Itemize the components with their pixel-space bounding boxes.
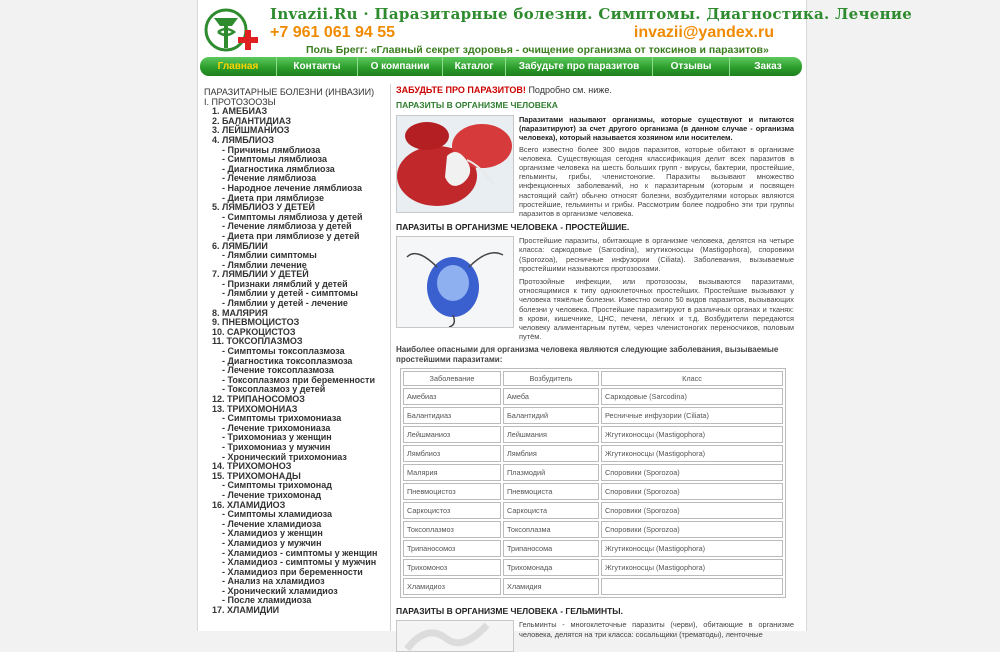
sidebar-item[interactable]: - Хламидиоз - симптомы у мужчин [222, 557, 377, 568]
protozoa-text-1: Простейшие паразиты, обитающие в организме человека, делятся на четыре класса: саркодовые (Sarcodina), жгутиконосцы (Mastigophora), споровики (Sporozoa), ресничные инфузории (Ciliata). Заболевания, вызываемые простейшими называются протозоозами. [519, 236, 794, 273]
header-slogan: Поль Брегг: «Главный секрет здоровья - очищение организма от токсинов и паразитов» [306, 44, 769, 56]
sidebar-item[interactable]: - Диета при лямблиозе у детей [222, 230, 360, 241]
table-cell: Саркоциста [503, 502, 599, 519]
sidebar-menu [204, 88, 384, 616]
table-row [403, 540, 783, 557]
sidebar-item[interactable]: - Трихомониаз у женщин [222, 432, 332, 443]
sidebar-item[interactable]: 16. ХЛАМИДИОЗ [212, 499, 286, 510]
table-cell: Малярия [403, 464, 501, 481]
sidebar-item[interactable]: - Лямблии лечение [222, 259, 307, 270]
table-row [403, 464, 783, 481]
table-cell: Трипаносома [503, 540, 599, 557]
table-cell: Споровики (Sporozoa) [601, 502, 783, 519]
sidebar-item[interactable]: 3. ЛЕЙШМАНИОЗ [212, 125, 290, 136]
table-cell: Споровики (Sporozoa) [601, 464, 783, 481]
sidebar-item[interactable]: 17. ХЛАМИДИИ [212, 605, 280, 616]
page-container [197, 0, 913, 639]
sidebar-item: ПАРАЗИТАРНЫЕ БОЛЕЗНИ (ИНВАЗИИ) [204, 87, 375, 97]
sidebar-item[interactable]: - Лямблии у детей - лечение [222, 298, 348, 309]
table-row [403, 559, 783, 576]
table-cell [601, 578, 783, 595]
table-cell: Лямблиоз [403, 445, 501, 462]
section-body-text: Всего известно более 300 видов паразитов, которые обитают в организме человека. Существующая сегодня классификация делит всех паразитов в организме человека на шесть больших групп - вирусы, бактерии, простейшие, гельминты, грибы, членистоногие. Паразиты вызывают множество инфекционных заболеваний, но к паразитарным (которым и посвящен настоящий сайт) обычно относят болезни, возбудителями которых являются простейшие, гельминты и грибы. Рассмотрим более подробно эти три группы паразитов в организме человека. [519, 144, 794, 219]
sidebar-item[interactable]: 8. МАЛЯРИЯ [212, 307, 268, 318]
section-protozoa [396, 236, 794, 341]
sidebar-item[interactable]: 6. ЛЯМБЛИИ [212, 240, 268, 251]
sidebar-item[interactable]: 2. БАЛАНТИДИАЗ [212, 115, 292, 126]
phone-number[interactable]: +7 961 061 94 55 [270, 24, 396, 41]
sidebar-item[interactable]: - Лямблии у детей - симптомы [222, 288, 358, 299]
table-cell: Амеба [503, 388, 599, 405]
sidebar-item: I. ПРОТОЗООЗЫ [204, 96, 276, 107]
column-divider [390, 84, 391, 631]
sidebar-item[interactable]: - Лечение лямблиоза у детей [222, 221, 352, 232]
table-cell: Хламидия [503, 578, 599, 595]
table-cell: Лейшмания [503, 426, 599, 443]
section-title-helminths: ПАРАЗИТЫ В ОРГАНИЗМЕ ЧЕЛОВЕКА - ГЕЛЬМИНТЫ. [396, 606, 623, 617]
table-cell: Хламидиоз [403, 578, 501, 595]
sidebar-item[interactable]: 15. ТРИХОМОНАДЫ [212, 470, 301, 481]
table-cell: Жгутиконосцы (Mastigophora) [601, 559, 783, 576]
sidebar-item[interactable]: 1. АМЕБИАЗ [212, 106, 268, 117]
table-cell: Токсоплазмоз [403, 521, 501, 538]
table-row [403, 483, 783, 500]
section-parasites [396, 115, 794, 218]
table-cell: Трипаносомоз [403, 540, 501, 557]
table-header: Заболевание [403, 371, 501, 386]
table-cell: Амебиаз [403, 388, 501, 405]
giardia-image [396, 236, 514, 328]
sidebar-item[interactable]: 14. ТРИХОМОНОЗ [212, 461, 292, 472]
nav-reviews[interactable]: Отзывы [653, 57, 730, 76]
table-cell: Пневмоцистоз [403, 483, 501, 500]
nav-forget-parasites[interactable]: Забудьте про паразитов [506, 57, 653, 76]
nav-contacts[interactable]: Контакты [277, 57, 358, 76]
top-note [396, 85, 794, 95]
email-link[interactable]: invazii@yandex.ru [633, 24, 774, 41]
sidebar-item[interactable]: - Хламидиоз у женщин [222, 528, 323, 539]
sidebar-item[interactable]: 13. ТРИХОМОНИАЗ [212, 403, 298, 414]
table-cell: Плазмодий [503, 464, 599, 481]
table-cell: Саркоцистоз [403, 502, 501, 519]
sidebar-item[interactable]: - Симптомы токсоплазмоза [222, 346, 345, 357]
section-helminths [396, 620, 794, 652]
site-brand-title: Invazii.Ru · Паразитарные болезни. Симптомы. Диагностика. Лечение [270, 5, 913, 23]
table-cell: Жгутиконосцы (Mastigophora) [601, 540, 783, 557]
sidebar-item[interactable]: 5. ЛЯМБЛИОЗ У ДЕТЕЙ [212, 202, 315, 213]
nav-home[interactable]: Главная [200, 57, 277, 76]
table-cell: Лямблия [503, 445, 599, 462]
nav-about[interactable]: О компании [358, 57, 443, 76]
sidebar-item[interactable]: 9. ПНЕВМОЦИСТОЗ [212, 317, 300, 328]
sidebar-item[interactable]: - Причины лямблиоза [222, 144, 321, 155]
nav-catalog[interactable]: Каталог [443, 57, 506, 76]
helminth-image [396, 620, 514, 652]
section-lead-text: Паразитами называют организмы, которые существуют и питаются (паразитируют) за счет другого организма (в данном случае - организма человека), который называется хозяином или носителем. [519, 115, 794, 143]
sidebar-item[interactable]: - Хламидиоз у мужчин [222, 537, 322, 548]
pharmacy-logo-icon [204, 6, 262, 54]
sidebar-item[interactable]: 12. ТРИПАНОСОМОЗ [212, 394, 305, 404]
sidebar-item[interactable]: - Токсоплазмоз у детей [222, 384, 326, 395]
sidebar-item[interactable]: - Лямблии симптомы [222, 250, 317, 261]
table-cell: Трихомоноз [403, 559, 501, 576]
sidebar-item[interactable]: - Симптомы трихомонад [222, 480, 332, 491]
sidebar-item[interactable]: - Хронический хламидиоз [222, 585, 338, 596]
table-header: Возбудитель [503, 371, 599, 386]
table-cell: Балантидиаз [403, 407, 501, 424]
sidebar-item[interactable]: - Диагностика токсоплазмоза [222, 355, 353, 366]
table-row [403, 445, 783, 462]
top-note-highlight[interactable]: ЗАБУДЬТЕ ПРО ПАРАЗИТОВ! [396, 85, 526, 95]
sidebar-item[interactable]: - Симптомы лямблиоза [222, 154, 327, 165]
sidebar-item[interactable]: 10. САРКОЦИСТОЗ [212, 326, 296, 337]
table-row [403, 502, 783, 519]
nav-order[interactable]: Заказ [754, 61, 782, 72]
sidebar-item[interactable]: - Хронический трихомониаз [222, 451, 347, 462]
table-cell: Токсоплазма [503, 521, 599, 538]
table-cell: Пневмоциста [503, 483, 599, 500]
sidebar-item[interactable]: - Трихомониаз у мужчин [222, 441, 331, 452]
sidebar-item[interactable]: - Лечение лямблиоза [222, 173, 317, 184]
table-row [403, 521, 783, 538]
table-header: Класс [601, 371, 783, 386]
section-title-protozoa: ПАРАЗИТЫ В ОРГАНИЗМЕ ЧЕЛОВЕКА - ПРОСТЕЙШИЕ. [396, 222, 630, 233]
sidebar-item[interactable]: - Признаки лямблий у детей [222, 278, 348, 289]
table-intro: Наиболее опасными для организма человека являются следующие заболевания, вызываемые простейшими паразитами: [396, 345, 779, 365]
table-row [403, 388, 783, 405]
sidebar-item[interactable]: - Симптомы трихомониаза [222, 413, 342, 424]
sidebar-item[interactable]: - Хламидиоз при беременности [222, 566, 363, 577]
protozoa-table [400, 368, 786, 598]
sidebar-item[interactable]: - Лечение трихомониаза [222, 422, 331, 433]
table-cell: Саркодовые (Sarcodina) [601, 388, 783, 405]
table-cell: Балантидий [503, 407, 599, 424]
sidebar-item[interactable]: 4. ЛЯМБЛИОЗ [212, 134, 274, 145]
table-row [403, 407, 783, 424]
main-navigation [200, 57, 802, 76]
table-cell: Споровики (Sporozoa) [601, 483, 783, 500]
sidebar-item[interactable]: - Анализ на хламидиоз [222, 576, 325, 587]
sidebar-item[interactable]: - Симптомы хламидиоза [222, 509, 333, 520]
sidebar-item[interactable]: - Симптомы лямблиоза у детей [222, 211, 363, 222]
table-cell: Лейшманиоз [403, 426, 501, 443]
protozoa-text-2: Протозойные инфекции, или протозоозы, вызываются паразитами, относящимися к типу одноклеточных простейших. Простейшие вызывают у человека тяжёлые болезни. Известно около 50 видов паразитов, вызывающих болезни у человека. Простейшие паразитируют в различных органах и тканях: в крови, кишечнике, ЦНС, печени, лёгких и т.д. Возбудители передаются человеку алиментарным путём, через членистоногих переносчиков, половым путём. [519, 277, 794, 342]
section-title-parasites: ПАРАЗИТЫ В ОРГАНИЗМЕ ЧЕЛОВЕКА [396, 100, 558, 110]
sidebar-item[interactable]: - Народное лечение лямблиоза [222, 182, 362, 193]
sidebar-item[interactable]: - Диета при лямблиозе [222, 192, 325, 203]
table-cell: Споровики (Sporozoa) [601, 521, 783, 538]
top-note-text: Подробно см. ниже. [528, 85, 612, 95]
sidebar-item[interactable]: - После хламидиоза [222, 595, 312, 606]
sidebar-item[interactable]: - Лечение токсоплазмоза [222, 365, 334, 376]
sidebar-item[interactable]: - Лечение хламидиоза [222, 518, 322, 529]
sidebar-item[interactable]: - Хламидиоз - симптомы у женщин [222, 547, 378, 558]
main-content [396, 85, 794, 652]
sidebar-item[interactable]: 11. ТОКСОПЛАЗМОЗ [212, 336, 303, 347]
helminth-text: Гельминты - многоклеточные паразиты (черви), обитающие в организме человека, делятся на три класса: сосальщики (трематоды), ленточные [519, 620, 794, 639]
table-row [403, 578, 783, 595]
table-cell: Жгутиконосцы (Mastigophora) [601, 445, 783, 462]
sidebar-item[interactable]: - Токсоплазмоз при беременности [222, 374, 375, 385]
table-cell: Жгутиконосцы (Mastigophora) [601, 426, 783, 443]
table-cell: Трихомонада [503, 559, 599, 576]
table-cell: Ресничные инфузории (Ciliata) [601, 407, 783, 424]
sidebar-item[interactable]: 7. ЛЯМБЛИИ У ДЕТЕЙ [212, 269, 309, 280]
table-row [403, 426, 783, 443]
sidebar-item[interactable]: - Диагностика лямблиоза [222, 163, 335, 174]
sidebar-item[interactable]: - Лечение трихомонад [222, 489, 322, 500]
parasite-blood-image [396, 115, 514, 213]
